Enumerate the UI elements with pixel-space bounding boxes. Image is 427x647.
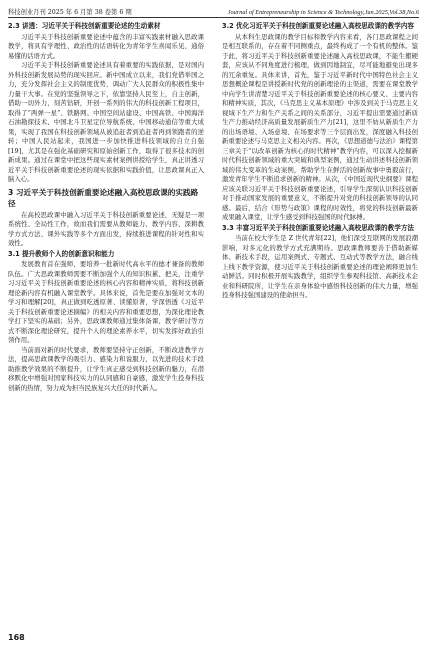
section-heading-3: 3 习近平关于科技创新重要论述融入高校思政课的实践路径: [8, 187, 199, 208]
section-heading-2-3: 2.3 讲透：习近平关于科技创新重要论述的生动素材: [8, 22, 161, 30]
paragraph: 从本科生思政课的教学目标和教学内容来看，各门思政课程之间是相互联系的，存在着不同侧重点，最终构成了一个有机的整体。鉴于此，将习近平关于科技创新重要论述融入高校思政课，不能生搬硬套，应该从不同角度进行梳理，做到因地制宜，尽可能地避免出现多的冗余重复。具体来讲，首先，鉴于习近平新时代中国特色社会主义思想概论课程是讲授新时代党的创新理论的主渠道，需要在课堂教学中向学生讲清楚习近平关于科技创新重要论述的核心要义、主要内容和精神实质，其次，《马克思主义基本原理》中涉及到关于马克思主义视域下生产力和生产关系之间的关系部分，习近平提出需要通过新质生产力推动经济高质量发展新质生产力[21]，这里不妨从新质生产力的出场语境、入场意境、在场要求等三个层面出发，深度融入科技创新重要论述与马克思主义相关内容。再次，《思想道德与法治》课程第三章关于“以改革创新为核心的时代精神”教学内容，可以深入挖掘新时代科技创新领域的重大突破和典型案例，通过生动讲述科技创新领域的伟大变革的生动案例，帮助学生在鲜活的创新故事中勇毅前行，激发青年学生不断追求创新的精神。从次，《中国近现代史纲要》课程应该关联习近平关于科技创新重要论述，引导学生深刻认识科技创新对于推动国家发展的重要意义，不断提升对党的科技创新领导的认同感。最后，结合《形势与政策》课程的时效性，将党的科技创新最新成果融入课堂，让学生感受到科技强国的时代脉搏。: [222, 32, 418, 221]
paragraph: 在高校思政课中融入习近平关于科技创新重要论述，无疑是一项系统性、全局性工作，故而我们需要从教师能力、教学内容、深耕教学方式方法、课外实践等多个方面出发，持续推进课程的针对性和实效性。: [8, 210, 204, 247]
paragraph: 习近平关于科技创新重要论述中蕴含的丰富实践素材融入思政课教学，将具有学理性、政治性的话语转化为青年学生喜闻乐见、通俗易懂的话语方式。: [8, 32, 204, 60]
paragraph: 习近平关于科技创新重要论述具有着重要的实践依据，是对国内外科技创新发展局势的现实回应。新中国成立以来，我们党借举国之力，充分发挥社会主义的制度优势，调动广大人民群众的积极性集中力量干大事。在党的坚强领导之下，依靠坚持人民至上，自主创新，借助一切外力，刻苦钻研，开创一系列的伟大的科技创新工程项目，取得了“两弹一星”、铁路网、中国空间站建设、中国高铁、中国海洋石油勘探技术、中国北斗卫星定位导航系统、中国移动通信等重大成果，实现了我国在科技创新领域从被追赶者到追赶者再到领跑者的逆转；中国人民站起来，我国进一步加快推进科技领域的自立自强[19]，尤其是在强化基础研究和原始创新工作，取得了很多技术的创新成果。通过在课堂中把这些现实素材案例讲授给学生，真正讲透习近平关于科技创新重要论述的现实依据和实践价值，让思政课真正入脑入心。: [8, 61, 204, 183]
paragraph: 发展教育首在强师，要培养一批新时代高水平的德才兼备的教师队伍。广大思政课教师需要不断加强个人的知识积累、把关，注重学习习近平关于科技创新重要论述的核心内容和精神实质，将科技创新理论新内容有机融入课堂教学。具体来说，首先是要在加强对文本的学习和理解[20]，真正做到吃透原著、读懂原著，学深悟透《习近平关于科技创新重要论述摘编》的相关内容和重要思想，为深化理论教学打下坚实的基础；另外，思政课教师通过集体备课、教学研讨等方式不断深化理论研究，提升个人的理论素养水平，切实发挥好政治引领作用。: [8, 260, 204, 344]
running-header: [8, 4, 419, 18]
page-number: 168: [8, 633, 25, 642]
section-heading-3-1: 3.1 提升教师个人的创新意识和能力: [8, 249, 115, 258]
left-column: [8, 21, 204, 625]
section-heading-3-2: 3.2 优化习近平关于科技创新重要论述融入高校思政课的教学内容: [222, 22, 415, 30]
section-heading-3-3: 3.3 丰富习近平关于科技创新重要论述融入高校思政课的教学方法: [222, 223, 415, 232]
right-column: [222, 21, 418, 625]
journal-name-en: Journal of Entrepreneurship in Science & Technology,Jun.2025,Vol.38,No.6: [227, 9, 419, 16]
journal-name-cn: 科技创业月刊 2025 年 6 月第 38 卷第 6 期: [8, 9, 132, 16]
paragraph: 当前面对新的时代要求，教师要坚持守正创新，不断改进教学方法，提高思政课教学的吸引力、感染力和说服力，以先进的技术手段助推教学效果的不断提升，让学生真正感受到科技创新的魅力，在潜移默化中增强对国家科技实力的认同感和自豪感，激发学生投身科技创新的热情，努力成为担当民族复兴大任的时代新人。: [8, 345, 204, 392]
paragraph: 当前在校大学生是 Z 世代青年[22]，他们深受互联网的发展浪潮影响，对多元化的教学方式充满期待。思政课教师要善于借助新媒体、新技术手段，运用案例式、专题式、互动式等教学方法，融合线上线下教学资源，使习近平关于科技创新重要论述的理论阐释更加生动鲜活。同时积极开展实践教学，组织学生参观科技馆、高新技术企业和科研院所，让学生在亲身体验中感悟科技创新的伟大力量，增强投身科技强国建设的使命担当。: [222, 234, 418, 299]
